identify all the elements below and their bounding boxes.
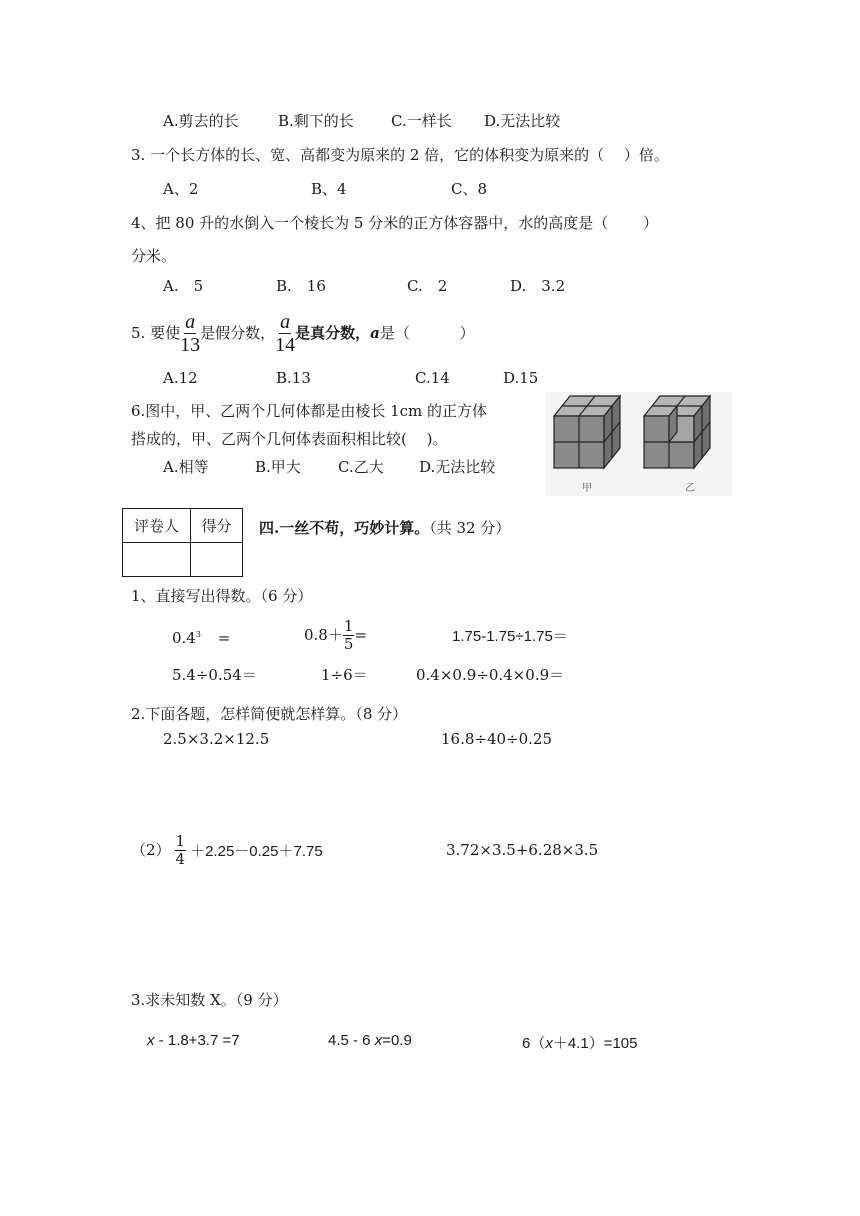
part1-e1-base: 0.4 <box>172 629 196 647</box>
part1-e2-denominator: 5 <box>343 634 354 653</box>
q6-line2: 搭成的，甲、乙两个几何体表面积相比较( )。 <box>131 430 448 448</box>
part3-e3-a: 6（ <box>522 1035 546 1052</box>
q2-option-b: B.剩下的长 <box>278 112 354 130</box>
q4-option-d: D. 3.2 <box>510 277 566 295</box>
part2-expr-3 <box>131 828 323 872</box>
part3-e3-var: x <box>545 1035 553 1052</box>
q5-fraction-1 <box>180 312 200 355</box>
cube-solids-illustration <box>546 392 732 496</box>
q6-option-a: A.相等 <box>163 458 209 476</box>
q6-line1: 6.图中，甲、乙两个几何体都是由棱长 1cm 的正方体 <box>131 402 488 420</box>
q5-option-a: A.12 <box>163 369 198 387</box>
q5-option-c: C.14 <box>415 369 450 387</box>
part1-expr-1 <box>172 625 230 648</box>
q5-frac2-numerator: a <box>280 310 291 333</box>
q5-prefix: 5. 要使 <box>131 324 181 342</box>
q6-option-c: C.乙大 <box>338 458 384 476</box>
score-table <box>122 508 243 577</box>
q2-option-c: C.一样长 <box>391 112 452 130</box>
part1-e2-numerator: 1 <box>343 616 354 635</box>
part2-e3-numerator: 1 <box>175 831 186 850</box>
q3-option-a: A、2 <box>163 180 199 198</box>
score-table-cell-grader <box>123 543 191 577</box>
part2-expr-4: 3.72×3.5+6.28×3.5 <box>446 841 599 859</box>
q2-option-d: D.无法比较 <box>484 112 561 130</box>
part3-expr-1 <box>147 1032 240 1049</box>
part1-e1-equals: = <box>217 629 231 647</box>
part1-expr-5: 1÷6＝ <box>321 666 368 684</box>
q4-option-c: C. 2 <box>407 277 448 295</box>
figure-label-jia: 甲 <box>582 483 592 494</box>
part3-e3-b: ＋4.1）=105 <box>552 1035 638 1052</box>
part3-expr-2 <box>328 1032 412 1049</box>
part3-e2-var: x <box>374 1032 383 1049</box>
part2-heading: 2.下面各题，怎样简便就怎样算。（8 分） <box>131 705 408 723</box>
part2-e3-rest: ＋2.25－0.25＋7.75 <box>190 842 323 860</box>
q5-line <box>131 307 475 359</box>
q5-frac1-denominator: 13 <box>180 333 201 356</box>
score-table-cell-score <box>191 543 243 577</box>
solid-yi <box>644 396 710 468</box>
q5-var: a <box>370 324 380 342</box>
score-table-header-grader: 评卷人 <box>123 509 191 543</box>
q5-mid: 是假分数， <box>200 324 276 342</box>
q4-line1: 4、把 80 升的水倒入一个棱长为 5 分米的正方体容器中，水的高度是（ ） <box>131 214 659 232</box>
part1-e2-equals: = <box>354 626 367 644</box>
part1-e2-fraction <box>343 616 355 653</box>
q4-line2: 分米。 <box>131 247 177 265</box>
part3-e2-a: 4.5 - 6 <box>328 1032 375 1049</box>
part1-expr-3: 1.75-1.75÷1.75＝ <box>452 628 568 645</box>
q5-suffix-a: 是真分数， <box>295 324 371 342</box>
score-table-header-score: 得分 <box>191 509 243 543</box>
part3-e2-b: =0.9 <box>382 1032 412 1049</box>
part1-expr-6: 0.4×0.9÷0.4×0.9＝ <box>416 666 565 684</box>
part3-heading: 3.求未知数 X。（9 分） <box>131 991 288 1009</box>
q5-frac2-denominator: 14 <box>275 333 296 356</box>
section-4-title <box>259 518 510 538</box>
part2-e3-prefix: （2） <box>131 841 171 859</box>
part1-e1-exponent: 3 <box>195 630 201 639</box>
part1-expr-4: 5.4÷0.54＝ <box>172 666 257 684</box>
part3-expr-3 <box>522 1032 637 1053</box>
q4-option-b: B. 16 <box>276 277 326 295</box>
part3-e1-rest: - 1.8+3.7 =7 <box>154 1032 240 1049</box>
part1-e2-prefix: 0.8＋ <box>304 626 343 644</box>
q2-option-a: A.剪去的长 <box>163 112 239 130</box>
section-4-points: （共 32 分） <box>429 519 511 537</box>
q6-option-d: D.无法比较 <box>419 458 496 476</box>
q5-suffix-b: 是（ ） <box>379 324 475 342</box>
q4-option-a: A. 5 <box>163 277 204 295</box>
part2-e3-fraction <box>175 831 187 868</box>
part2-e3-denominator: 4 <box>175 849 186 868</box>
part3-e1-var: x <box>147 1032 155 1049</box>
solid-jia <box>554 396 620 468</box>
q3-option-b: B、4 <box>311 180 347 198</box>
q3-text: 3. 一个长方体的长、宽、高都变为原来的 2 倍，它的体积变为原来的（ ）倍。 <box>131 146 669 164</box>
part1-heading: 1、直接写出得数。（6 分） <box>131 587 313 605</box>
section-4-heading: 四.一丝不苟，巧妙计算。 <box>259 519 430 537</box>
figure-label-yi: 乙 <box>685 483 695 494</box>
part2-expr-1: 2.5×3.2×12.5 <box>163 730 270 748</box>
q3-option-c: C、8 <box>451 180 488 198</box>
q5-fraction-2 <box>275 312 295 355</box>
q6-figure <box>546 392 732 496</box>
q5-frac1-numerator: a <box>185 310 196 333</box>
q5-option-d: D.15 <box>503 369 539 387</box>
q5-option-b: B.13 <box>276 369 311 387</box>
q6-option-b: B.甲大 <box>255 458 301 476</box>
part2-expr-2: 16.8÷40÷0.25 <box>441 730 553 748</box>
part1-expr-2 <box>304 614 367 656</box>
